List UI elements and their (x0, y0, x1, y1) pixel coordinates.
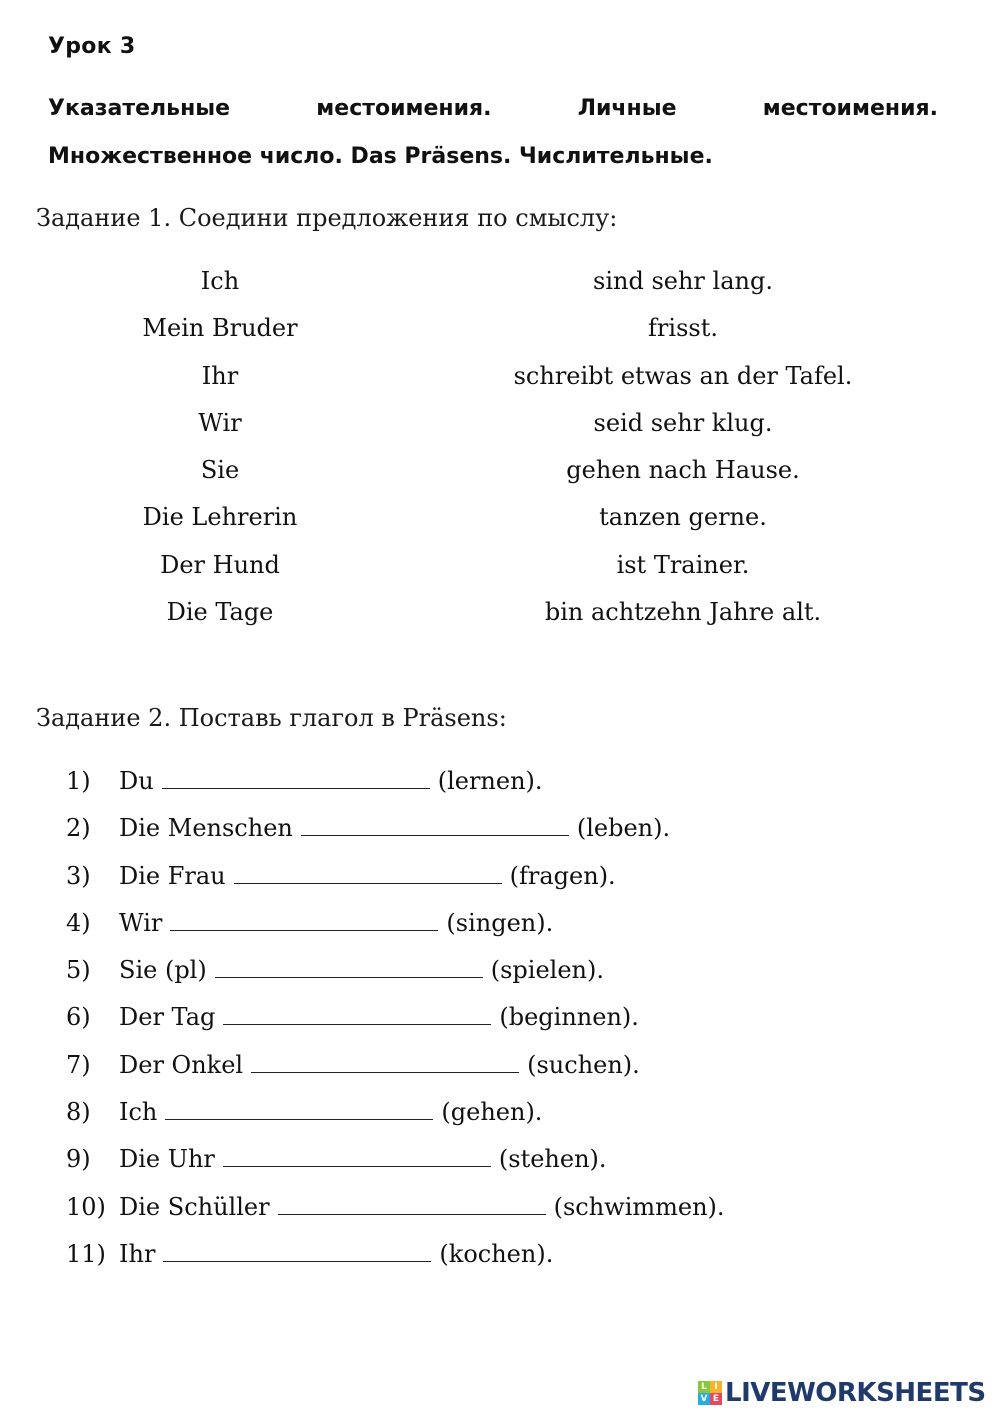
match-left-item[interactable]: Wir (198, 408, 242, 437)
match-left-item[interactable]: Der Hund (160, 550, 280, 579)
topic-word: Указательные (48, 96, 231, 121)
item-subject: Ihr (119, 1239, 156, 1268)
list-item (66, 1048, 725, 1095)
item-number: 3) (66, 861, 91, 890)
item-verb: (leben). (576, 814, 671, 843)
item-number: 9) (66, 1145, 91, 1174)
match-left-item[interactable]: Die Tage (166, 598, 274, 627)
answer-blank[interactable] (215, 955, 483, 978)
match-left-item[interactable]: Mein Bruder (142, 314, 298, 343)
answer-blank[interactable] (301, 813, 569, 836)
topic-word: Личные (577, 96, 677, 121)
item-verb: (kochen). (439, 1239, 554, 1268)
match-right-item[interactable]: bin achtzehn Jahre alt. (544, 598, 822, 627)
list-item (66, 906, 725, 953)
item-verb: (stehen). (498, 1145, 607, 1174)
item-subject: Der Onkel (119, 1050, 244, 1079)
answer-blank[interactable] (251, 1050, 519, 1073)
match-right-item[interactable]: frisst. (648, 314, 718, 343)
task2-heading: Задание 2. Поставь глагол в Präsens: (36, 704, 507, 732)
list-item (66, 1237, 725, 1284)
task1-heading: Задание 1. Соедини предложения по смыслу: (36, 204, 618, 232)
item-subject: Ich (119, 1098, 158, 1127)
item-subject: Die Uhr (119, 1145, 215, 1174)
answer-blank[interactable] (165, 1097, 433, 1120)
match-right-item[interactable]: gehen nach Hause. (566, 456, 800, 485)
topic-word: местоимения. (762, 96, 938, 121)
item-number: 11) (66, 1239, 106, 1268)
item-subject: Die Schüller (119, 1192, 270, 1221)
item-verb: (gehen). (441, 1098, 543, 1127)
item-subject: Wir (119, 908, 163, 937)
match-left-item[interactable]: Sie (200, 456, 240, 485)
item-subject: Du (119, 767, 154, 795)
item-verb: (singen). (446, 908, 554, 937)
item-verb: (suchen). (527, 1050, 640, 1079)
item-subject: Die Frau (119, 861, 226, 890)
match-right-column (460, 264, 906, 642)
item-number: 4) (66, 908, 91, 937)
list-item (66, 1142, 725, 1189)
match-left-item[interactable]: Die Lehrerin (142, 503, 298, 532)
item-number: 6) (66, 1003, 91, 1032)
topic-line-1 (48, 96, 938, 121)
item-verb: (lernen). (437, 767, 543, 795)
item-verb: (fragen). (509, 861, 616, 890)
item-number: 10) (66, 1192, 106, 1221)
match-right-item[interactable]: schreibt etwas an der Tafel. (513, 361, 853, 390)
topic-line-2: Множественное число. Das Präsens. Числительные. (48, 144, 713, 169)
answer-blank[interactable] (278, 1192, 546, 1215)
answer-blank[interactable] (223, 1144, 491, 1167)
list-item (66, 811, 725, 858)
item-verb: (beginnen). (499, 1003, 639, 1032)
liveworksheets-brand[interactable] (698, 1377, 986, 1409)
match-right-item[interactable]: tanzen gerne. (599, 503, 767, 532)
list-item (66, 859, 725, 906)
brand-text: LIVEWORKSHEETS (725, 1378, 986, 1408)
answer-blank[interactable] (170, 908, 438, 931)
answer-blank[interactable] (234, 861, 502, 884)
item-verb: (spielen). (490, 956, 604, 985)
match-right-item[interactable]: seid sehr klug. (593, 408, 773, 437)
item-number: 5) (66, 956, 91, 985)
logo-letter: V (698, 1393, 710, 1405)
logo-letter: E (710, 1393, 722, 1405)
match-left-column (100, 264, 340, 642)
topic-word: местоимения. (316, 96, 492, 121)
item-number: 1) (66, 767, 91, 795)
item-number: 8) (66, 1098, 91, 1127)
liveworksheets-logo-icon (698, 1381, 722, 1405)
list-item (66, 1095, 725, 1142)
match-left-item[interactable]: Ihr (201, 361, 239, 390)
logo-letter: I (710, 1381, 722, 1393)
answer-blank[interactable] (163, 1239, 431, 1262)
answer-blank[interactable] (162, 766, 430, 789)
match-left-item[interactable]: Ich (200, 267, 240, 295)
list-item (66, 764, 725, 811)
fill-in-list (66, 764, 725, 1284)
item-subject: Der Tag (119, 1003, 216, 1032)
item-number: 2) (66, 814, 91, 843)
logo-letter: L (698, 1381, 710, 1393)
answer-blank[interactable] (223, 1002, 491, 1025)
lesson-title: Урок 3 (48, 34, 136, 59)
list-item (66, 953, 725, 1000)
item-number: 7) (66, 1050, 91, 1079)
list-item (66, 1190, 725, 1237)
match-right-item[interactable]: sind sehr lang. (593, 267, 773, 295)
item-subject: Die Menschen (119, 814, 293, 843)
list-item (66, 1000, 725, 1047)
item-subject: Sie (pl) (119, 956, 207, 985)
item-verb: (schwimmen). (553, 1192, 725, 1221)
match-right-item[interactable]: ist Trainer. (616, 550, 750, 579)
